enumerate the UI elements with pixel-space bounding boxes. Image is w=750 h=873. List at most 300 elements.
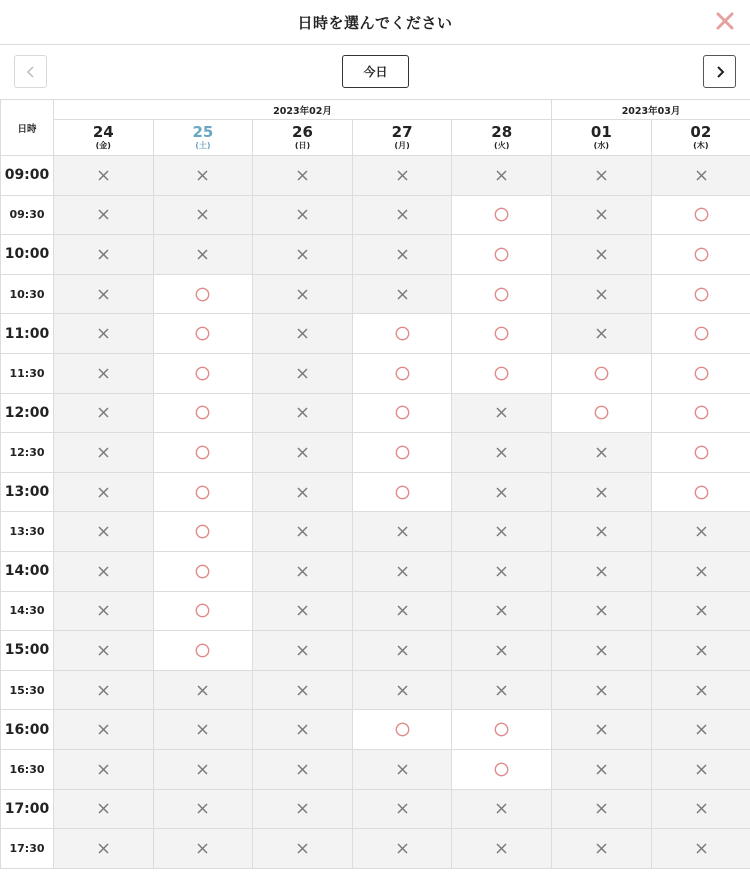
time-row [1,195,750,235]
time-label: 12:30 [1,433,54,473]
day-number: 28 [491,123,513,141]
available-slot[interactable] [153,353,253,393]
unavailable-cross-icon [197,170,208,181]
unavailable-slot [352,274,452,314]
unavailable-slot [153,195,253,235]
available-slot[interactable] [651,195,750,235]
available-slot[interactable] [452,353,552,393]
unavailable-cross-icon [496,566,507,577]
time-label: 16:00 [1,710,54,750]
time-row [1,670,750,710]
available-slot[interactable] [153,512,253,552]
unavailable-cross-icon [98,447,109,458]
unavailable-slot [352,670,452,710]
available-slot[interactable] [452,749,552,789]
unavailable-cross-icon [397,170,408,181]
unavailable-cross-icon [297,328,308,339]
unavailable-cross-icon [297,447,308,458]
unavailable-slot [153,789,253,829]
available-circle-icon [694,326,709,341]
available-circle-icon [195,326,210,341]
unavailable-slot [352,829,452,869]
available-slot[interactable] [452,274,552,314]
unavailable-slot [253,789,353,829]
unavailable-slot [552,472,652,512]
unavailable-slot [552,551,652,591]
time-row [1,829,750,869]
unavailable-cross-icon [496,843,507,854]
unavailable-slot [253,314,353,354]
unavailable-cross-icon [496,685,507,696]
available-slot[interactable] [651,433,750,473]
unavailable-slot [552,512,652,552]
unavailable-slot [552,314,652,354]
unavailable-slot [54,749,154,789]
day-header [452,120,552,156]
unavailable-slot [452,551,552,591]
unavailable-slot [352,156,452,196]
unavailable-slot [452,631,552,671]
available-slot[interactable] [153,314,253,354]
unavailable-slot [452,472,552,512]
unavailable-slot [253,195,353,235]
time-row [1,393,750,433]
unavailable-cross-icon [98,209,109,220]
available-circle-icon [195,603,210,618]
unavailable-slot [253,551,353,591]
day-header [153,120,253,156]
unavailable-slot [651,670,750,710]
unavailable-cross-icon [596,328,607,339]
time-label: 12:00 [1,393,54,433]
available-circle-icon [195,485,210,500]
unavailable-slot [352,789,452,829]
unavailable-slot [552,274,652,314]
unavailable-slot [452,393,552,433]
unavailable-slot [352,235,452,275]
available-circle-icon [395,366,410,381]
unavailable-cross-icon [98,526,109,537]
available-circle-icon [694,485,709,500]
unavailable-slot [352,631,452,671]
available-circle-icon [195,287,210,302]
unavailable-slot [352,749,452,789]
unavailable-cross-icon [297,487,308,498]
unavailable-slot [153,829,253,869]
time-label: 14:30 [1,591,54,631]
unavailable-slot [452,591,552,631]
available-slot[interactable] [153,472,253,512]
unavailable-cross-icon [397,249,408,260]
available-slot[interactable] [552,393,652,433]
unavailable-slot [352,512,452,552]
available-circle-icon [395,445,410,460]
unavailable-cross-icon [696,803,707,814]
unavailable-cross-icon [297,803,308,814]
unavailable-cross-icon [98,566,109,577]
unavailable-cross-icon [98,605,109,616]
unavailable-cross-icon [696,685,707,696]
available-slot[interactable] [153,274,253,314]
time-row [1,591,750,631]
chevron-left-icon [26,66,36,78]
unavailable-slot [253,749,353,789]
unavailable-cross-icon [397,685,408,696]
unavailable-slot [552,789,652,829]
unavailable-slot [54,512,154,552]
available-circle-icon [494,722,509,737]
unavailable-cross-icon [297,289,308,300]
time-label: 15:00 [1,631,54,671]
day-header [54,120,154,156]
available-circle-icon [694,366,709,381]
available-circle-icon [694,445,709,460]
day-of-week: (月) [394,141,410,150]
unavailable-slot [54,710,154,750]
time-column-header: 日時 [1,100,54,156]
available-slot[interactable] [153,551,253,591]
unavailable-slot [153,235,253,275]
unavailable-slot [153,710,253,750]
unavailable-cross-icon [297,605,308,616]
unavailable-cross-icon [696,843,707,854]
unavailable-slot [552,670,652,710]
unavailable-slot [253,433,353,473]
unavailable-slot [651,631,750,671]
unavailable-slot [54,551,154,591]
unavailable-cross-icon [197,249,208,260]
available-slot[interactable] [153,631,253,671]
unavailable-cross-icon [596,645,607,656]
unavailable-cross-icon [197,764,208,775]
unavailable-slot [352,551,452,591]
day-number: 01 [590,123,612,141]
available-slot[interactable] [552,353,652,393]
unavailable-cross-icon [197,209,208,220]
available-circle-icon [494,762,509,777]
unavailable-cross-icon [596,843,607,854]
available-slot[interactable] [452,195,552,235]
day-header [651,120,750,156]
time-row [1,156,750,196]
time-row [1,314,750,354]
available-circle-icon [494,247,509,262]
day-number: 25 [192,123,214,141]
time-row [1,353,750,393]
available-slot[interactable] [651,353,750,393]
unavailable-slot [253,512,353,552]
modal-header [0,0,750,45]
unavailable-slot [552,433,652,473]
unavailable-cross-icon [696,764,707,775]
time-label: 14:00 [1,551,54,591]
unavailable-cross-icon [197,724,208,735]
unavailable-cross-icon [98,407,109,418]
unavailable-cross-icon [696,645,707,656]
available-slot[interactable] [352,353,452,393]
modal-title: 日時を選んでください [297,14,453,32]
unavailable-slot [253,472,353,512]
available-circle-icon [395,326,410,341]
unavailable-cross-icon [197,843,208,854]
unavailable-slot [651,749,750,789]
unavailable-cross-icon [596,249,607,260]
day-of-week: (日) [294,141,311,150]
unavailable-slot [651,710,750,750]
time-label: 17:00 [1,789,54,829]
available-circle-icon [195,643,210,658]
unavailable-cross-icon [596,724,607,735]
unavailable-cross-icon [297,368,308,379]
unavailable-slot [352,195,452,235]
unavailable-slot [54,829,154,869]
unavailable-cross-icon [197,685,208,696]
available-slot[interactable] [153,393,253,433]
unavailable-cross-icon [297,407,308,418]
day-header [352,120,452,156]
day-number: 26 [292,123,313,141]
unavailable-cross-icon [596,605,607,616]
available-circle-icon [395,722,410,737]
unavailable-slot [552,710,652,750]
unavailable-slot [651,591,750,631]
available-circle-icon [195,524,210,539]
unavailable-slot [54,472,154,512]
unavailable-cross-icon [297,170,308,181]
unavailable-slot [253,393,353,433]
unavailable-cross-icon [596,170,607,181]
available-circle-icon [694,207,709,222]
unavailable-slot [253,829,353,869]
day-header [552,120,652,156]
unavailable-slot [253,631,353,671]
unavailable-slot [253,156,353,196]
day-of-week: (水) [593,141,609,150]
day-of-week: (土) [195,141,211,150]
available-slot[interactable] [452,235,552,275]
available-circle-icon [494,366,509,381]
unavailable-cross-icon [397,605,408,616]
available-slot[interactable] [651,235,750,275]
unavailable-cross-icon [297,764,308,775]
unavailable-slot [54,195,154,235]
available-circle-icon [195,445,210,460]
available-slot[interactable] [352,433,452,473]
time-label: 11:00 [1,314,54,354]
available-circle-icon [694,405,709,420]
unavailable-slot [54,433,154,473]
unavailable-cross-icon [696,170,707,181]
unavailable-slot [352,591,452,631]
unavailable-slot [153,156,253,196]
unavailable-slot [651,789,750,829]
chevron-right-icon [715,66,725,78]
unavailable-cross-icon [297,724,308,735]
unavailable-cross-icon [397,289,408,300]
available-slot[interactable] [153,591,253,631]
unavailable-cross-icon [98,685,109,696]
day-of-week: (火) [494,141,510,150]
unavailable-slot [552,631,652,671]
unavailable-slot [651,829,750,869]
available-circle-icon [395,405,410,420]
unavailable-slot [153,670,253,710]
available-slot[interactable] [651,393,750,433]
available-slot[interactable] [452,314,552,354]
unavailable-cross-icon [596,487,607,498]
time-row [1,789,750,829]
unavailable-slot [452,156,552,196]
schedule-table [0,99,750,869]
time-row [1,274,750,314]
available-slot[interactable] [352,393,452,433]
unavailable-cross-icon [98,487,109,498]
month-header: 2023年02月 [54,100,552,120]
unavailable-cross-icon [596,764,607,775]
unavailable-cross-icon [496,803,507,814]
close-icon[interactable] [714,10,736,32]
unavailable-cross-icon [596,447,607,458]
unavailable-cross-icon [496,447,507,458]
time-label: 13:30 [1,512,54,552]
time-label: 10:00 [1,235,54,275]
unavailable-slot [54,235,154,275]
available-slot[interactable] [651,314,750,354]
unavailable-slot [54,393,154,433]
unavailable-cross-icon [596,209,607,220]
available-slot[interactable] [651,274,750,314]
unavailable-slot [552,591,652,631]
time-label: 09:00 [1,156,54,196]
unavailable-cross-icon [98,803,109,814]
prev-week-button[interactable] [14,55,47,88]
unavailable-cross-icon [98,328,109,339]
time-label: 11:30 [1,353,54,393]
available-circle-icon [395,485,410,500]
available-slot[interactable] [452,710,552,750]
unavailable-cross-icon [397,764,408,775]
unavailable-slot [651,156,750,196]
today-button[interactable]: 今日 [342,55,409,88]
unavailable-cross-icon [397,843,408,854]
unavailable-slot [54,591,154,631]
time-label: 17:30 [1,829,54,869]
time-label: 15:30 [1,670,54,710]
time-row [1,472,750,512]
unavailable-slot [54,631,154,671]
time-label: 09:30 [1,195,54,235]
unavailable-cross-icon [596,526,607,537]
unavailable-slot [54,314,154,354]
available-circle-icon [494,207,509,222]
unavailable-cross-icon [98,289,109,300]
time-row [1,551,750,591]
unavailable-cross-icon [297,645,308,656]
unavailable-cross-icon [596,566,607,577]
unavailable-slot [452,829,552,869]
unavailable-cross-icon [696,526,707,537]
unavailable-slot [253,710,353,750]
unavailable-slot [253,235,353,275]
unavailable-cross-icon [98,764,109,775]
unavailable-slot [253,353,353,393]
unavailable-cross-icon [596,289,607,300]
day-of-week: (木) [693,141,709,150]
unavailable-slot [552,235,652,275]
unavailable-slot [452,433,552,473]
unavailable-cross-icon [496,487,507,498]
available-circle-icon [494,326,509,341]
available-circle-icon [195,564,210,579]
unavailable-cross-icon [496,407,507,418]
unavailable-cross-icon [98,170,109,181]
unavailable-cross-icon [397,645,408,656]
unavailable-cross-icon [98,645,109,656]
unavailable-cross-icon [98,368,109,379]
time-row [1,512,750,552]
unavailable-cross-icon [496,605,507,616]
unavailable-cross-icon [696,566,707,577]
time-label: 16:30 [1,749,54,789]
unavailable-cross-icon [397,566,408,577]
unavailable-cross-icon [397,526,408,537]
unavailable-cross-icon [98,843,109,854]
unavailable-slot [54,156,154,196]
day-number: 24 [92,123,114,141]
month-header: 2023年03月 [552,100,750,120]
unavailable-cross-icon [496,170,507,181]
unavailable-slot [651,512,750,552]
day-number: 02 [690,123,712,141]
unavailable-slot [253,274,353,314]
available-circle-icon [594,366,609,381]
unavailable-cross-icon [297,843,308,854]
unavailable-slot [552,829,652,869]
available-circle-icon [694,247,709,262]
unavailable-cross-icon [297,209,308,220]
unavailable-cross-icon [596,803,607,814]
unavailable-cross-icon [297,526,308,537]
available-slot[interactable] [352,710,452,750]
unavailable-slot [651,551,750,591]
available-circle-icon [195,405,210,420]
unavailable-cross-icon [696,724,707,735]
available-slot[interactable] [153,433,253,473]
day-of-week: (金) [95,141,111,150]
available-circle-icon [494,287,509,302]
unavailable-slot [552,749,652,789]
available-slot[interactable] [651,472,750,512]
available-slot[interactable] [352,314,452,354]
date-navigation [0,45,750,100]
available-slot[interactable] [352,472,452,512]
time-row [1,631,750,671]
unavailable-cross-icon [496,645,507,656]
unavailable-slot [452,789,552,829]
unavailable-slot [552,156,652,196]
day-number: 27 [391,123,413,141]
unavailable-cross-icon [297,249,308,260]
available-circle-icon [195,366,210,381]
available-circle-icon [594,405,609,420]
unavailable-cross-icon [496,526,507,537]
time-row [1,433,750,473]
unavailable-slot [54,353,154,393]
time-row [1,710,750,750]
unavailable-slot [452,512,552,552]
unavailable-slot [452,670,552,710]
next-week-button[interactable] [703,55,736,88]
